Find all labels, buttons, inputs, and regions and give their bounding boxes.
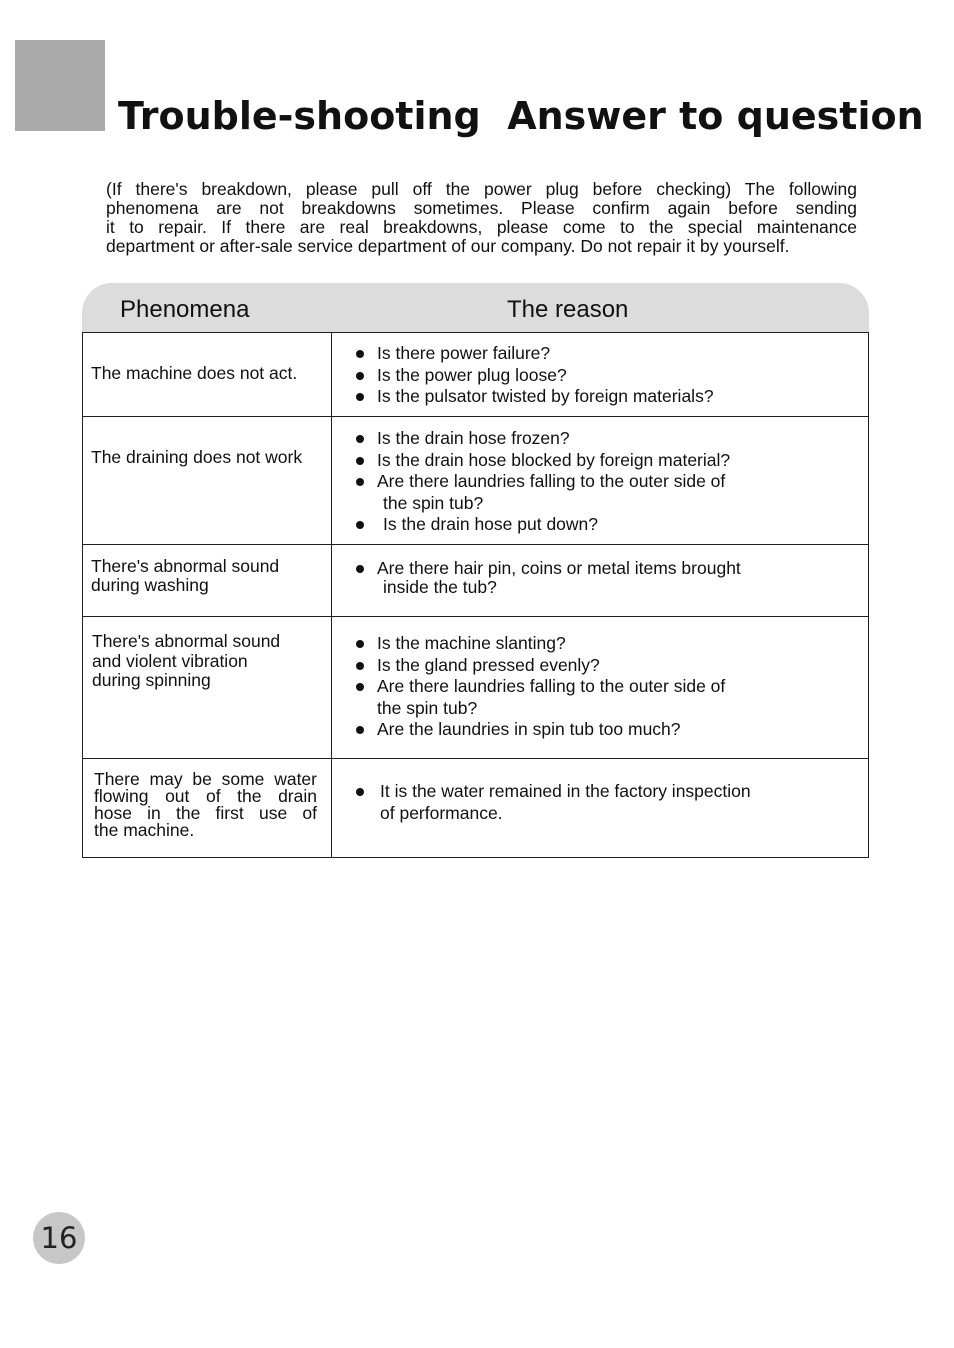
- phenomena-text: flowing out of the drain: [94, 786, 317, 806]
- reason-text-continued: of performance.: [380, 802, 503, 823]
- list-item: [356, 471, 730, 514]
- bullet-icon: [356, 788, 364, 796]
- reason-text: Is the gland pressed evenly?: [377, 654, 600, 675]
- reason-text: Is the drain hose put down?: [383, 514, 599, 534]
- corner-decoration: [15, 40, 105, 131]
- reason-cell: [332, 545, 868, 616]
- list-item: [356, 386, 714, 408]
- bullet-icon: [356, 726, 364, 734]
- reason-text: Is the power plug loose?: [377, 364, 567, 385]
- bullet-icon: [356, 435, 364, 443]
- reason-text: Is the machine slanting?: [377, 633, 566, 653]
- page-title: Trouble-shooting Answer to question: [118, 94, 924, 138]
- list-item: [356, 365, 714, 387]
- list-item: [356, 514, 730, 536]
- reason-cell: [332, 759, 868, 857]
- reason-cell: [332, 617, 868, 758]
- column-header-reason: The reason: [507, 296, 629, 323]
- phenomena-text: There may be some water: [94, 769, 317, 789]
- list-item: [356, 633, 725, 655]
- bullet-icon: [356, 372, 364, 380]
- intro-line: phenomena are not breakdowns sometimes. Please confirm again before sending: [106, 198, 857, 218]
- bullet-icon: [356, 683, 364, 691]
- phenomena-text: There's abnormal sound: [92, 631, 281, 651]
- reason-text: Are the laundries in spin tub too much?: [377, 719, 681, 739]
- list-item: [356, 559, 741, 597]
- bullet-icon: [356, 521, 364, 529]
- bullet-icon: [356, 393, 364, 401]
- phenomena-cell: [83, 617, 332, 758]
- intro-paragraph: [106, 180, 857, 256]
- reason-text-continued: inside the tub?: [383, 577, 497, 597]
- reason-cell: [332, 333, 868, 416]
- phenomena-text: The draining does not work: [91, 447, 303, 467]
- reason-text: Is the drain hose frozen?: [377, 428, 570, 448]
- page-number: 16: [33, 1212, 85, 1264]
- phenomena-text: and violent vibration: [92, 650, 248, 671]
- table-row: [83, 417, 868, 545]
- column-header-phenomena: Phenomena: [120, 296, 250, 323]
- bullet-icon: [356, 350, 364, 358]
- phenomena-text: during spinning: [92, 670, 211, 690]
- intro-line: department or after-sale service department of our company. Do not repair it by yourself.: [106, 236, 790, 256]
- phenomena-cell: [83, 417, 332, 544]
- table-row: [83, 617, 868, 759]
- table-header: [82, 283, 869, 332]
- phenomena-text: the machine.: [94, 820, 195, 840]
- list-item: [356, 655, 725, 677]
- bullet-icon: [356, 565, 364, 573]
- intro-line: (If there's breakdown, please pull off the power plug before checking) The following: [106, 179, 857, 199]
- table-row: [83, 333, 868, 417]
- bullet-icon: [356, 640, 364, 648]
- phenomena-cell: [83, 545, 332, 616]
- list-item: [356, 676, 725, 719]
- reason-text: Are there laundries falling to the outer side of: [377, 676, 726, 696]
- reason-text: Is there power failure?: [377, 343, 551, 363]
- list-item: [356, 450, 730, 472]
- table-row: [83, 545, 868, 617]
- reason-cell: [332, 417, 868, 544]
- bullet-icon: [356, 478, 364, 486]
- intro-line: it to repair. If there are real breakdowns, please come to the special maintenance: [106, 217, 857, 237]
- bullet-icon: [356, 662, 364, 670]
- phenomena-text: during washing: [91, 575, 209, 595]
- phenomena-cell: [83, 333, 332, 416]
- reason-text: Is the drain hose blocked by foreign material?: [377, 449, 731, 470]
- list-item: [356, 428, 730, 450]
- troubleshooting-table: [82, 332, 869, 858]
- reason-text: Is the pulsator twisted by foreign materials?: [377, 386, 714, 406]
- phenomena-text: There's abnormal sound: [91, 556, 280, 576]
- bullet-icon: [356, 457, 364, 465]
- table-row: [83, 759, 868, 857]
- reason-text-continued: the spin tub?: [383, 492, 484, 513]
- reason-text-continued: the spin tub?: [377, 697, 478, 718]
- phenomena-text: The machine does not act.: [91, 363, 298, 383]
- phenomena-text: hose in the first use of: [94, 803, 317, 823]
- list-item: [356, 719, 725, 741]
- reason-text: Are there hair pin, coins or metal items brought: [377, 558, 741, 578]
- reason-text: It is the water remained in the factory inspection: [380, 781, 751, 801]
- phenomena-cell: [83, 759, 332, 857]
- reason-text: Are there laundries falling to the outer side of: [377, 471, 726, 491]
- list-item: [356, 343, 714, 365]
- list-item: [356, 781, 751, 824]
